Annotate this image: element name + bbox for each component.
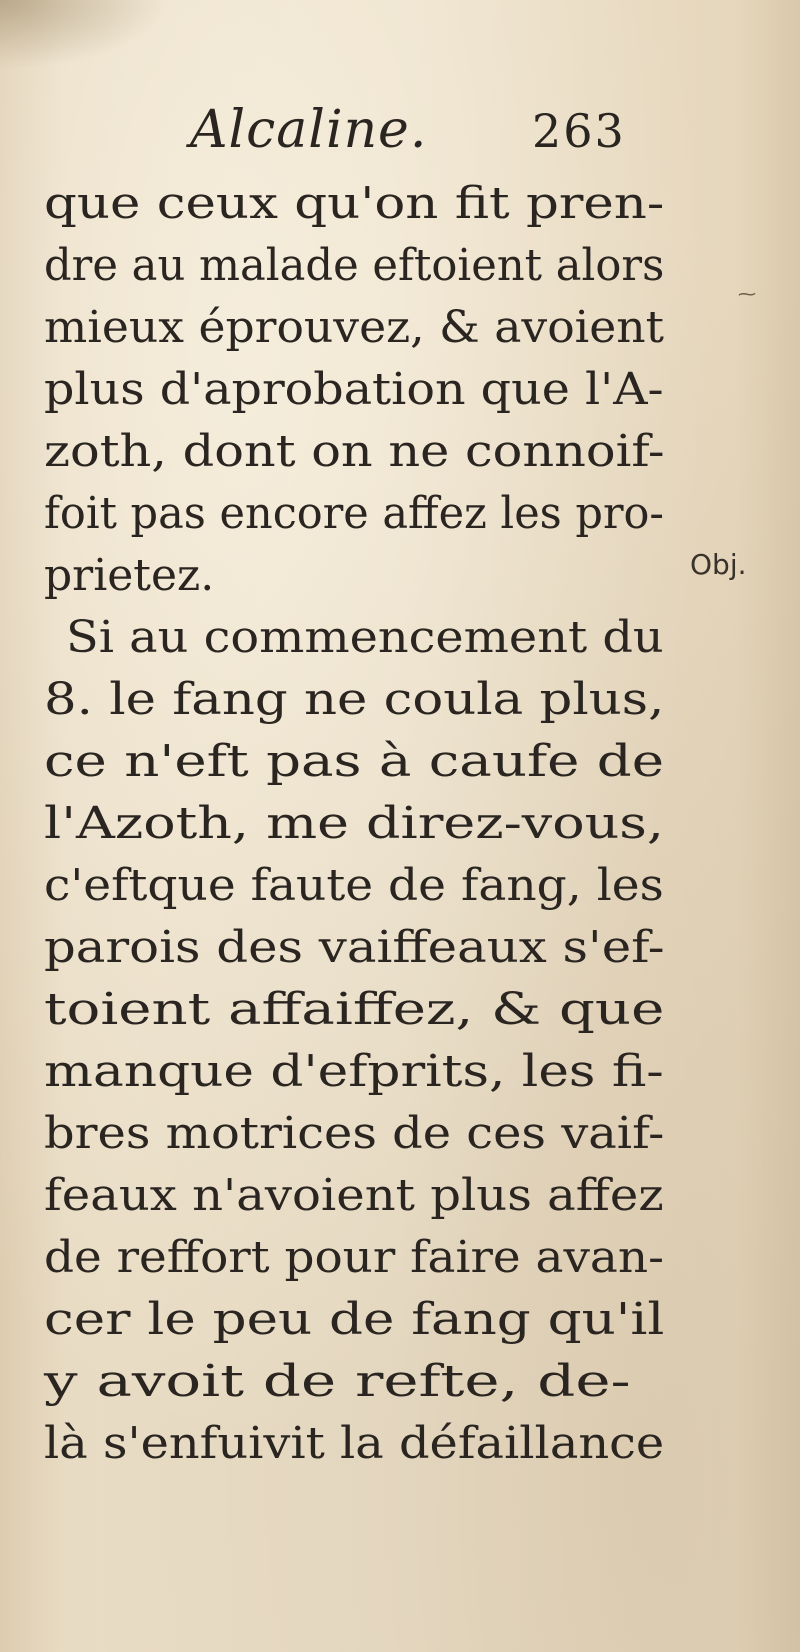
text-line: foit pas encore affez les pro- <box>44 488 664 539</box>
text-line: cer le peu de fang qu'il <box>44 1294 665 1345</box>
text-line: que ceux qu'on fit pren- <box>44 178 665 229</box>
running-head-title: Alcaline. <box>190 100 428 160</box>
text-line: là s'enfuivit la défaillance <box>44 1418 665 1469</box>
text-line: toient affaiffez, & que <box>44 984 665 1035</box>
text-line: Si au commencement du <box>66 612 664 663</box>
margin-mark: ⁓ <box>738 284 756 305</box>
text-line: parois des vaiffeaux s'ef- <box>44 922 665 973</box>
text-line: c'eftque faute de fang, les <box>44 860 664 911</box>
text-line: mieux éprouvez, & avoient <box>44 302 664 353</box>
text-line: prietez. <box>44 550 215 601</box>
text-line: de reffort pour faire avan- <box>44 1232 664 1283</box>
running-head <box>0 100 800 160</box>
text-line: plus d'aprobation que l'A- <box>44 364 664 415</box>
page-corner-shadow <box>0 0 170 70</box>
text-line: manque d'efprits, les fi- <box>44 1046 664 1097</box>
text-line: l'Azoth, me direz-vous, <box>44 798 664 849</box>
text-line: ce n'eft pas à caufe de <box>44 736 665 787</box>
text-line: 8. le fang ne coula plus, <box>44 674 665 725</box>
margin-note: Obj. <box>690 548 747 581</box>
text-line: feaux n'avoient plus affez <box>44 1170 664 1221</box>
text-line: dre au malade eftoient alors <box>44 240 665 291</box>
text-line: y avoit de refte, de- <box>44 1356 631 1407</box>
page-number: 263 <box>532 104 626 158</box>
text-line: bres motrices de ces vaif- <box>44 1108 665 1159</box>
text-line: zoth, dont on ne connoif- <box>44 426 665 477</box>
